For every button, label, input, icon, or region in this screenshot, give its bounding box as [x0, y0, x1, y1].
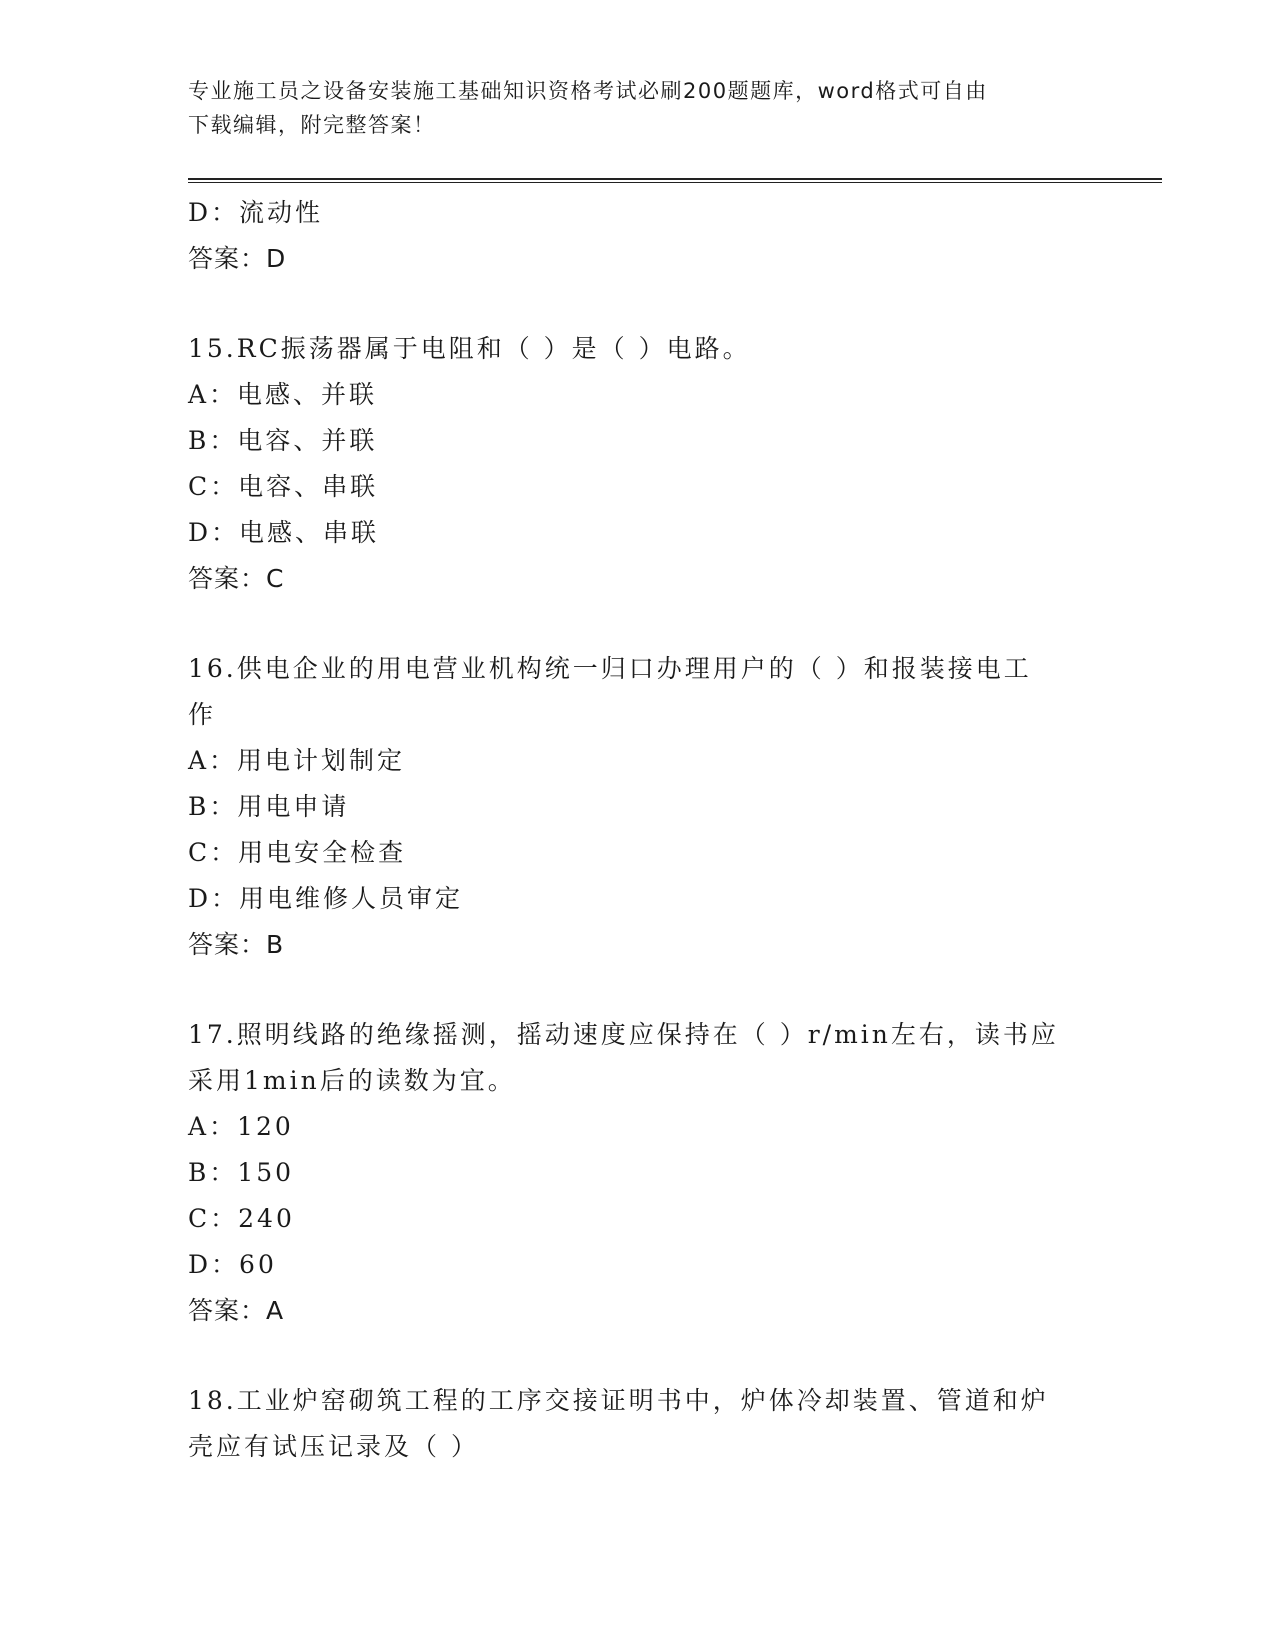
option-a: A：用电计划制定 [188, 746, 406, 775]
header-line-1: 专业施工员之设备安装施工基础知识资格考试必刷200题题库，word格式可自由 [188, 79, 988, 103]
prev-option-d: D：流动性 [188, 198, 324, 227]
question-18 [188, 1378, 1088, 1470]
question-stem: 17.照明线路的绝缘摇测，摇动速度应保持在（ ）r/min左右，读书应 [188, 1020, 1059, 1049]
prev-answer: 答案：D [188, 244, 287, 273]
header-line-2: 下载编辑，附完整答案！ [188, 113, 436, 137]
option-d: D：电感、串联 [188, 518, 380, 547]
question-stem-cont: 壳应有试压记录及（ ） [188, 1432, 479, 1461]
option-a: A：电感、并联 [188, 380, 378, 409]
question-15 [188, 326, 1088, 602]
question-stem: 18.工业炉窑砌筑工程的工序交接证明书中，炉体冷却装置、管道和炉 [188, 1386, 1049, 1415]
question-list [188, 190, 1088, 1470]
option-c: C：240 [188, 1204, 295, 1233]
option-c: C：用电安全检查 [188, 838, 407, 867]
question-stem: 16.供电企业的用电营业机构统一归口办理用户的（ ）和报装接电工 [188, 654, 1032, 683]
answer: 答案：C [188, 564, 285, 593]
answer: 答案：B [188, 930, 285, 959]
question-17 [188, 1012, 1088, 1334]
header-divider [188, 178, 1162, 183]
document-header [188, 74, 1088, 142]
option-a: A：120 [188, 1112, 294, 1141]
question-stem-cont: 采用1min后的读数为宜。 [188, 1066, 516, 1095]
question-stem-cont: 作 [188, 700, 217, 729]
option-d: D：用电维修人员审定 [188, 884, 464, 913]
option-b: B：电容、并联 [188, 426, 378, 455]
question-stem: 15.RC振荡器属于电阻和（ ）是（ ）电路。 [188, 334, 751, 363]
option-d: D：60 [188, 1250, 277, 1279]
option-b: B：150 [188, 1158, 295, 1187]
option-b: B：用电申请 [188, 792, 350, 821]
answer: 答案：A [188, 1296, 285, 1325]
question-16 [188, 646, 1088, 968]
option-c: C：电容、串联 [188, 472, 379, 501]
